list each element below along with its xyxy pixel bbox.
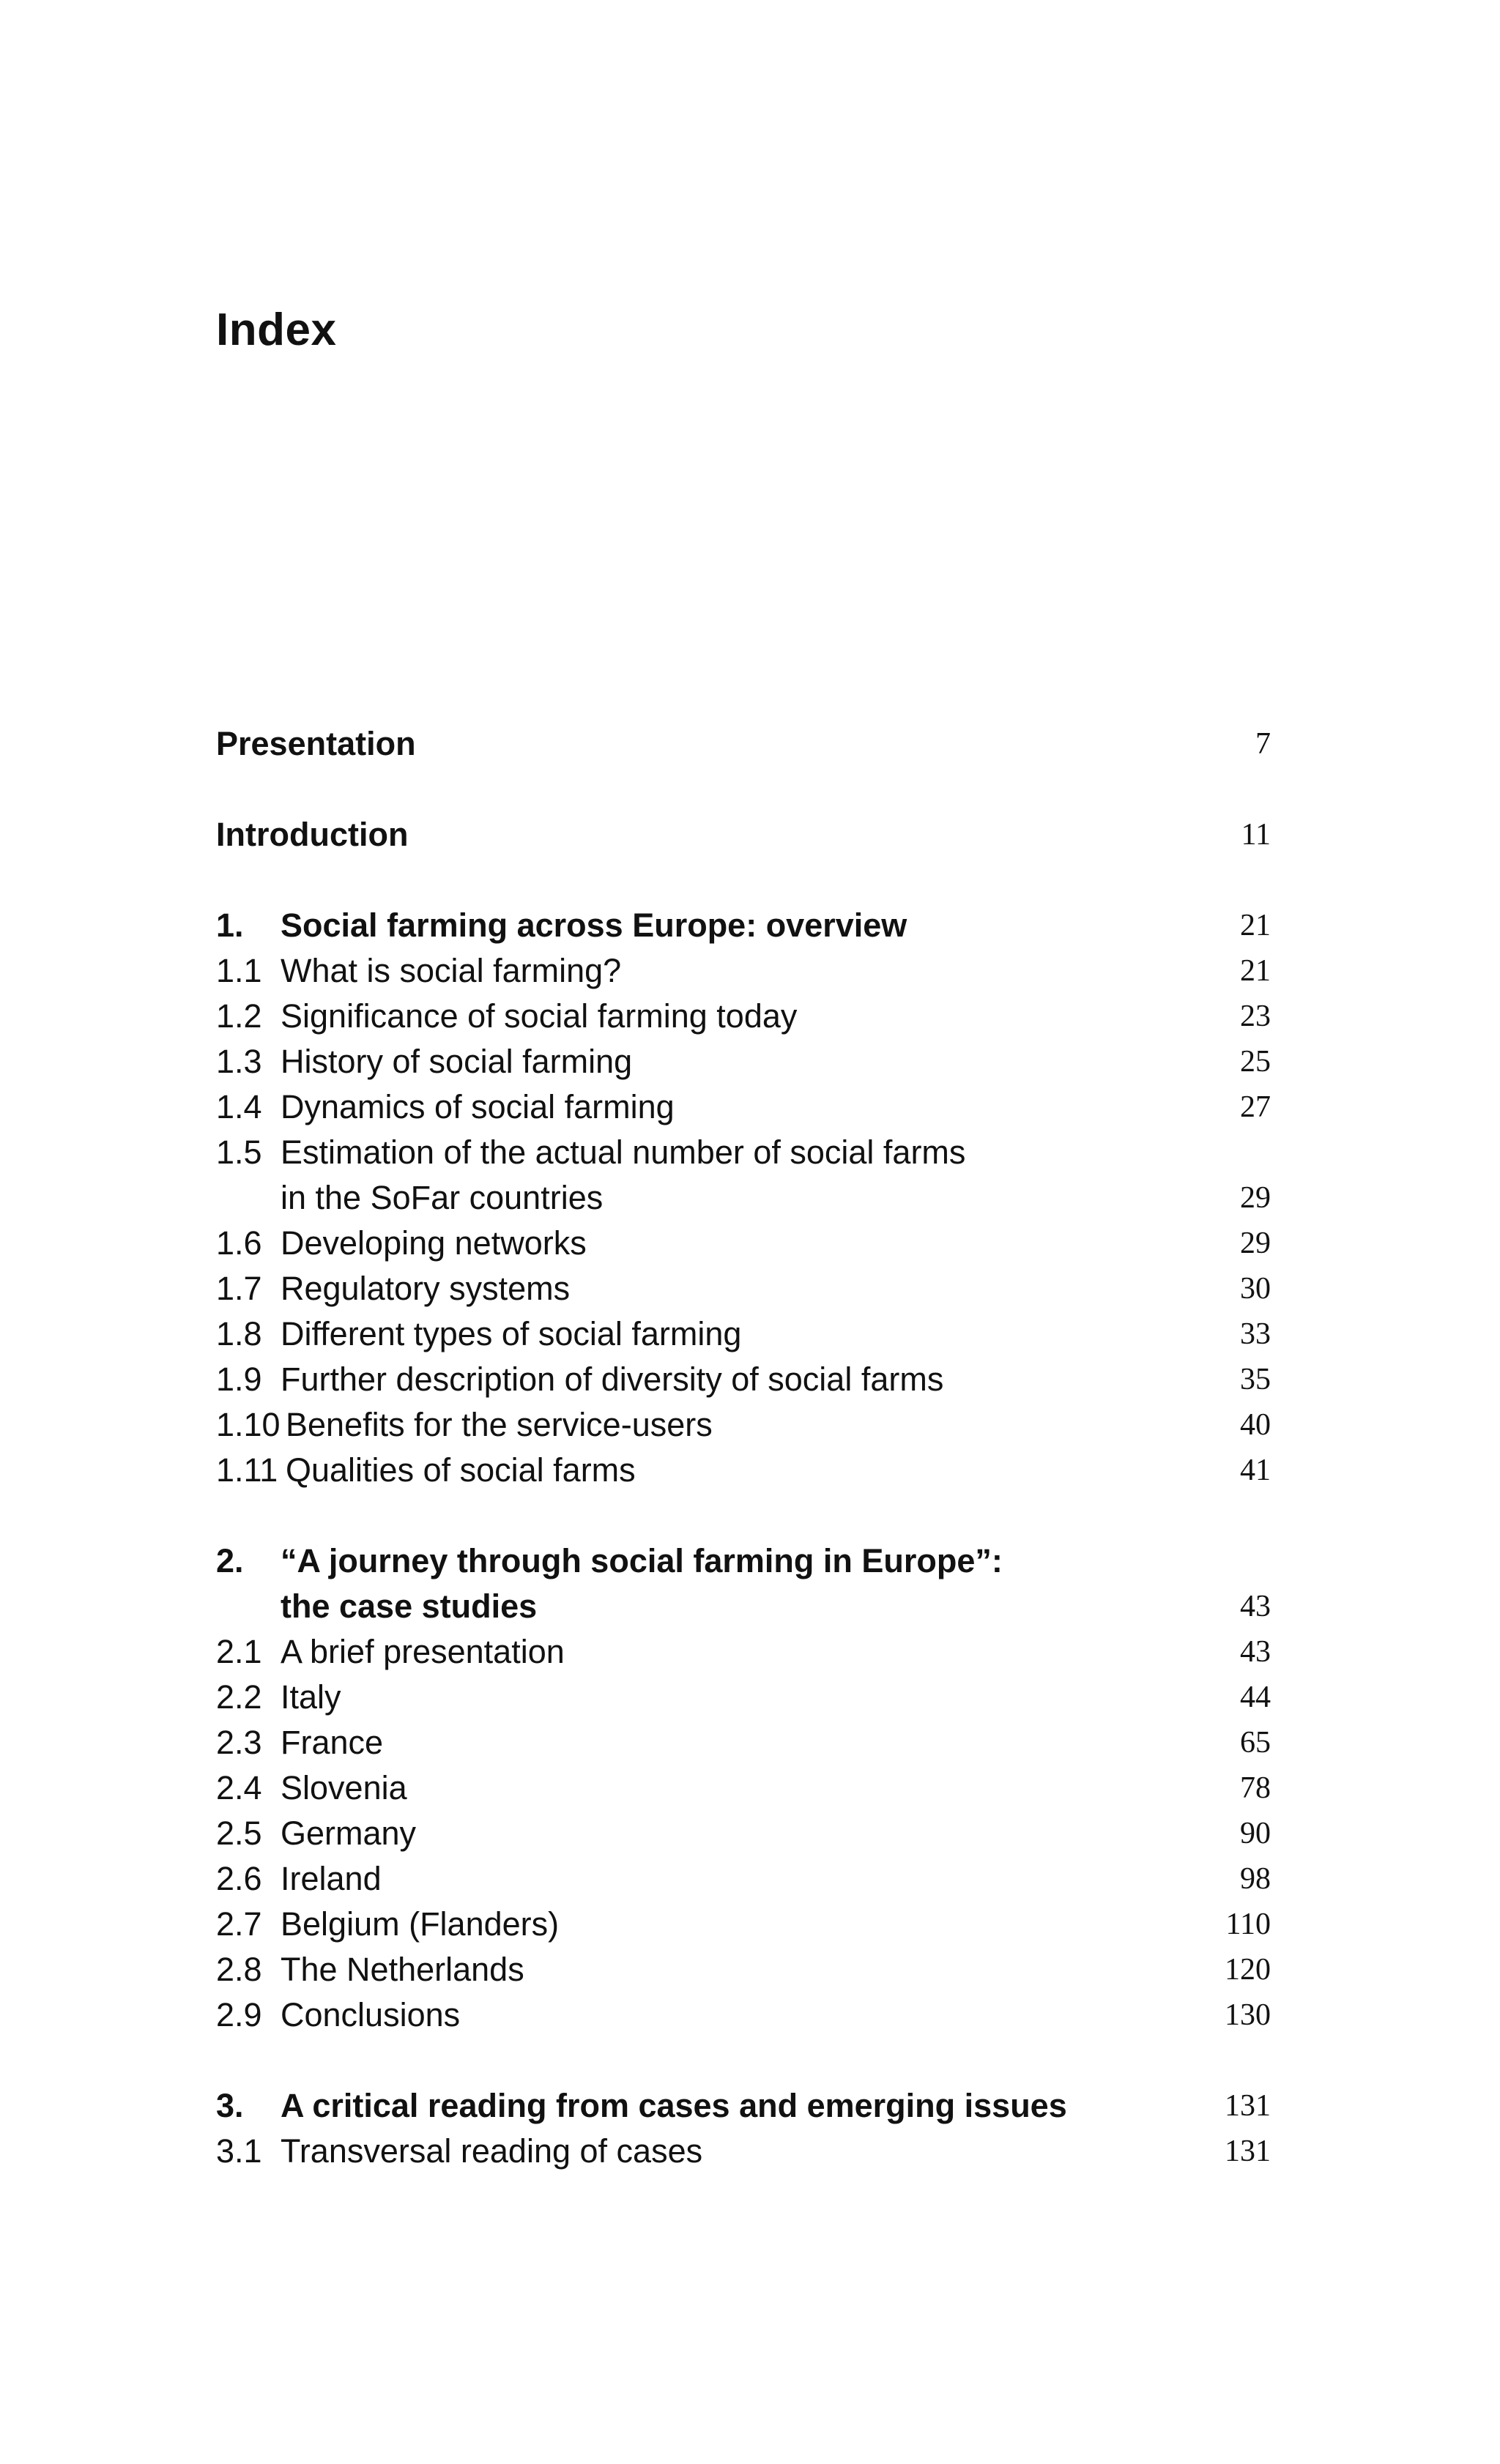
toc-entry-page: 41 xyxy=(1240,1454,1271,1487)
toc-entry-title: Developing networks xyxy=(281,1224,587,1262)
toc-entry-number: 1. xyxy=(216,907,244,944)
toc-entry xyxy=(216,1720,1271,1765)
toc-entry-number: 3. xyxy=(216,2087,244,2124)
toc-entry-page: 7 xyxy=(1255,727,1271,761)
toc-entry-title: Belgium (Flanders) xyxy=(281,1905,560,1943)
toc-entry xyxy=(216,1765,1271,1811)
toc-entry xyxy=(216,1947,1271,1992)
toc-entry xyxy=(216,1311,1271,1357)
toc-entry-number: 2. xyxy=(216,1542,244,1579)
toc-entry-title: Introduction xyxy=(216,816,409,853)
toc-entry xyxy=(216,1856,1271,1902)
toc-entry-title: the case studies xyxy=(281,1588,538,1625)
toc-entry-number: 1.4 xyxy=(216,1088,262,1125)
toc-entry-number: 1.5 xyxy=(216,1134,262,1171)
toc-entry-title: in the SoFar countries xyxy=(281,1179,604,1216)
toc-entry-page: 78 xyxy=(1240,1771,1271,1805)
toc-entry xyxy=(216,1221,1271,1266)
toc-entry-number: 1.7 xyxy=(216,1270,262,1307)
toc-entry-number: 1.10 xyxy=(216,1406,281,1443)
toc-entry-page: 21 xyxy=(1240,909,1271,942)
toc-entry-page: 130 xyxy=(1225,1998,1271,2032)
toc-entry xyxy=(216,1811,1271,1856)
toc-entry-title: Transversal reading of cases xyxy=(281,2132,703,2170)
toc-entry-page: 43 xyxy=(1240,1590,1271,1623)
toc-entry-title: History of social farming xyxy=(281,1043,633,1080)
toc-entry-title: Qualities of social farms xyxy=(286,1451,636,1489)
toc-entry-number: 2.7 xyxy=(216,1905,262,1943)
toc-entry-number: 2.1 xyxy=(216,1633,262,1670)
toc-entry-page: 27 xyxy=(1240,1090,1271,1124)
toc-entry-title: France xyxy=(281,1724,384,1761)
toc-entry-title: A brief presentation xyxy=(281,1633,565,1670)
toc-entry-number: 2.3 xyxy=(216,1724,262,1761)
toc-entry xyxy=(216,1357,1271,1402)
toc-entry-page: 90 xyxy=(1240,1817,1271,1850)
toc-entry xyxy=(216,948,1271,994)
toc-entry-page: 11 xyxy=(1241,818,1271,852)
toc-entry-title: A critical reading from cases and emerging issues xyxy=(281,2087,1067,2124)
toc-entry-title: Slovenia xyxy=(281,1769,407,1806)
toc-entry xyxy=(216,1084,1271,1130)
toc-entry-title: Different types of social farming xyxy=(281,1315,742,1352)
toc-entry xyxy=(216,812,1271,857)
toc-entry-page: 40 xyxy=(1240,1408,1271,1442)
toc-entry-page: 33 xyxy=(1240,1317,1271,1351)
toc-entry-page: 43 xyxy=(1240,1635,1271,1669)
toc-entry-page: 23 xyxy=(1240,1000,1271,1033)
toc-entry-page: 44 xyxy=(1240,1680,1271,1714)
toc-entry-title: “A journey through social farming in Europe”: xyxy=(281,1542,1003,1579)
toc-entry-title: Ireland xyxy=(281,1860,382,1897)
toc-entry-title: Conclusions xyxy=(281,1996,461,2033)
toc-entry-number: 2.2 xyxy=(216,1678,262,1716)
toc-entry-number: 2.6 xyxy=(216,1860,262,1897)
toc-entry-page: 29 xyxy=(1240,1227,1271,1260)
toc-entry-number: 3.1 xyxy=(216,2132,262,2170)
toc-entry xyxy=(216,1902,1271,1947)
toc-entry-page: 131 xyxy=(1225,2134,1271,2168)
toc-entry-title: The Netherlands xyxy=(281,1951,524,1988)
toc-entry-continuation xyxy=(216,1584,1271,1629)
toc-entry xyxy=(216,1675,1271,1720)
toc-entry xyxy=(216,721,1271,767)
toc-entry-number: 1.8 xyxy=(216,1315,262,1352)
toc-entry-number: 1.2 xyxy=(216,997,262,1035)
toc-entry-page: 25 xyxy=(1240,1045,1271,1079)
toc-chapter-heading xyxy=(216,903,1271,948)
toc-entry-number: 1.3 xyxy=(216,1043,262,1080)
toc-entry-page: 30 xyxy=(1240,1272,1271,1306)
toc-entry-title: Further description of diversity of social farms xyxy=(281,1361,944,1398)
toc-entry-number: 1.1 xyxy=(216,952,262,989)
toc-entry xyxy=(216,1266,1271,1311)
toc-entry-title: Significance of social farming today xyxy=(281,997,798,1035)
toc-entry-page: 98 xyxy=(1240,1862,1271,1896)
toc-entry-continuation xyxy=(216,1175,1271,1221)
toc-entry-number: 1.6 xyxy=(216,1224,262,1262)
toc-entry-title: Regulatory systems xyxy=(281,1270,571,1307)
toc-entry-title: Dynamics of social farming xyxy=(281,1088,675,1125)
toc-entry-title: Social farming across Europe: overview xyxy=(281,907,907,944)
toc-entry-page: 35 xyxy=(1240,1363,1271,1396)
toc-entry-page: 29 xyxy=(1240,1181,1271,1215)
toc-entry-title: Estimation of the actual number of social farms xyxy=(281,1134,966,1171)
toc-entry xyxy=(216,1402,1271,1448)
toc-entry xyxy=(216,1448,1271,1493)
toc-entry-number: 1.9 xyxy=(216,1361,262,1398)
toc-entry-title: Germany xyxy=(281,1814,417,1852)
toc-entry xyxy=(216,1992,1271,2038)
toc-entry-number: 2.5 xyxy=(216,1814,262,1852)
toc-entry xyxy=(216,1629,1271,1675)
toc-entry-page: 120 xyxy=(1225,1953,1271,1987)
toc-entry-page: 131 xyxy=(1225,2089,1271,2123)
toc-entry xyxy=(216,2129,1271,2174)
toc-entry-page: 110 xyxy=(1225,1907,1271,1941)
toc-entry-page: 65 xyxy=(1240,1726,1271,1760)
page-title: Index xyxy=(216,305,337,355)
toc-entry-title: Presentation xyxy=(216,725,416,762)
toc-entry-title: Benefits for the service-users xyxy=(286,1406,713,1443)
toc-entry-number: 2.4 xyxy=(216,1769,262,1806)
toc-chapter-heading xyxy=(216,1538,1271,1584)
toc-entry xyxy=(216,994,1271,1039)
toc-entry xyxy=(216,1130,1271,1175)
toc-chapter-heading xyxy=(216,2083,1271,2129)
toc-entry-page: 21 xyxy=(1240,954,1271,988)
toc-entry-title: What is social farming? xyxy=(281,952,622,989)
toc-entry-number: 2.8 xyxy=(216,1951,262,1988)
table-of-contents xyxy=(216,721,1271,2174)
toc-entry xyxy=(216,1039,1271,1084)
toc-entry-number: 1.11 xyxy=(216,1451,278,1489)
toc-entry-title: Italy xyxy=(281,1678,341,1716)
toc-entry-number: 2.9 xyxy=(216,1996,262,2033)
